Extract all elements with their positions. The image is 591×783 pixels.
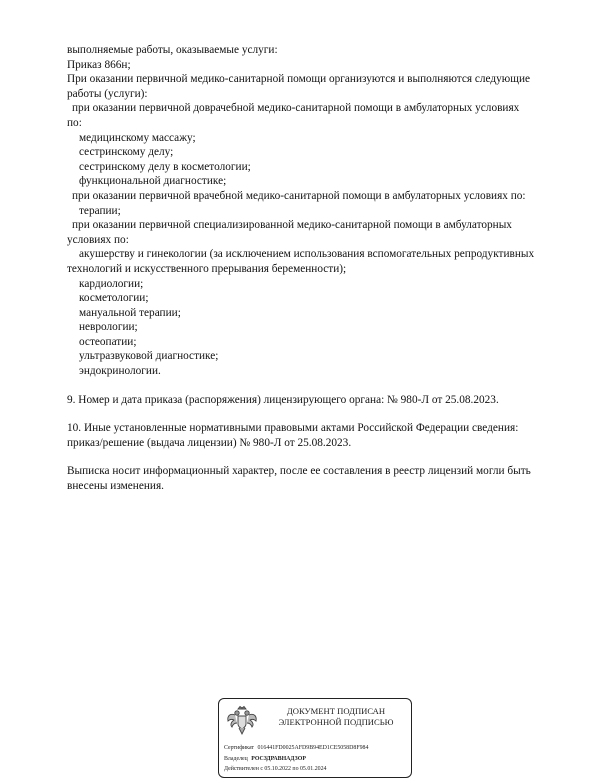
- certificate-label: Сертификат: [224, 745, 254, 751]
- list-item: неврологии;: [79, 321, 138, 334]
- paragraph-gap: [67, 407, 567, 421]
- certificate-value: 016441FD0025AFD9B94ED1CE5058D8F984: [257, 745, 369, 751]
- validity-row: Действителен с 05.10.2022 по 05.01.2024: [224, 766, 327, 772]
- paragraph-gap: [67, 450, 567, 464]
- list-item: акушерству и гинекологии (за исключением использования вспомогательных репродуктивных: [79, 248, 535, 261]
- list-item: ультразвуковой диагностике;: [79, 350, 219, 363]
- list-item: эндокринологии.: [79, 365, 161, 378]
- list-item: кардиологии;: [79, 277, 144, 290]
- electronic-signature-stamp: [218, 698, 412, 778]
- document-body: [67, 43, 567, 494]
- text-line: при оказании первичной врачебной медико-санитарной помощи в амбулаторных условиях по:: [72, 189, 526, 202]
- list-item: медицинскому массажу;: [79, 131, 196, 144]
- text-line: При оказании первичной медико-санитарной помощи организуются и выполняются следующие: [67, 73, 531, 86]
- owner-row: [224, 754, 410, 765]
- section-9: 9. Номер и дата приказа (распоряжения) лицензирующего органа: № 980-Л от 25.08.2023.: [67, 393, 499, 406]
- stamp-title-line: ДОКУМЕНТ ПОДПИСАН: [286, 706, 386, 716]
- list-item: сестринскому делу в косметологии;: [79, 160, 251, 173]
- stamp-title: [263, 706, 409, 728]
- text-line: выполняемые работы, оказываемые услуги:: [67, 44, 278, 56]
- stamp-details: [224, 743, 410, 775]
- text-line: работы (услуги):: [67, 87, 148, 100]
- text-line: при оказании первичной специализированной медико-санитарной помощи в амбулаторных: [72, 219, 512, 232]
- text-line: при оказании первичной доврачебной медико-санитарной помощи в амбулаторных условиях: [72, 102, 520, 115]
- list-item: функциональной диагностике;: [79, 175, 227, 188]
- list-item: мануальной терапии;: [79, 306, 181, 319]
- list-item: сестринскому делу;: [79, 146, 174, 159]
- disclaimer-line: Выписка носит информационный характер, после ее составления в реестр лицензий могли быть: [67, 465, 531, 478]
- list-item: косметологии;: [79, 292, 149, 305]
- text-line: технологий и искусственного прерывания беременности);: [67, 262, 347, 275]
- stamp-title-line: ЭЛЕКТРОННОЙ ПОДПИСЬЮ: [278, 717, 394, 727]
- text-line: условиях по:: [67, 233, 129, 246]
- section-10-line: 10. Иные установленные нормативными правовыми актами Российской Федерации сведения:: [67, 422, 519, 435]
- owner-value: РОСЗДРАВНАДЗОР: [251, 755, 306, 762]
- russian-coat-of-arms-icon: [225, 704, 259, 738]
- certificate-row: [224, 743, 410, 754]
- list-item: терапии;: [79, 204, 121, 217]
- owner-label: Владелец: [224, 755, 248, 762]
- paragraph-gap: [67, 379, 567, 393]
- section-10-line: приказ/решение (выдача лицензии) № 980-Л от 25.08.2023.: [67, 436, 352, 449]
- disclaimer-line: внесены изменения.: [67, 480, 164, 493]
- text-line: Приказ 866н;: [67, 58, 131, 71]
- list-item: остеопатии;: [79, 335, 137, 348]
- text-line: по:: [67, 116, 82, 129]
